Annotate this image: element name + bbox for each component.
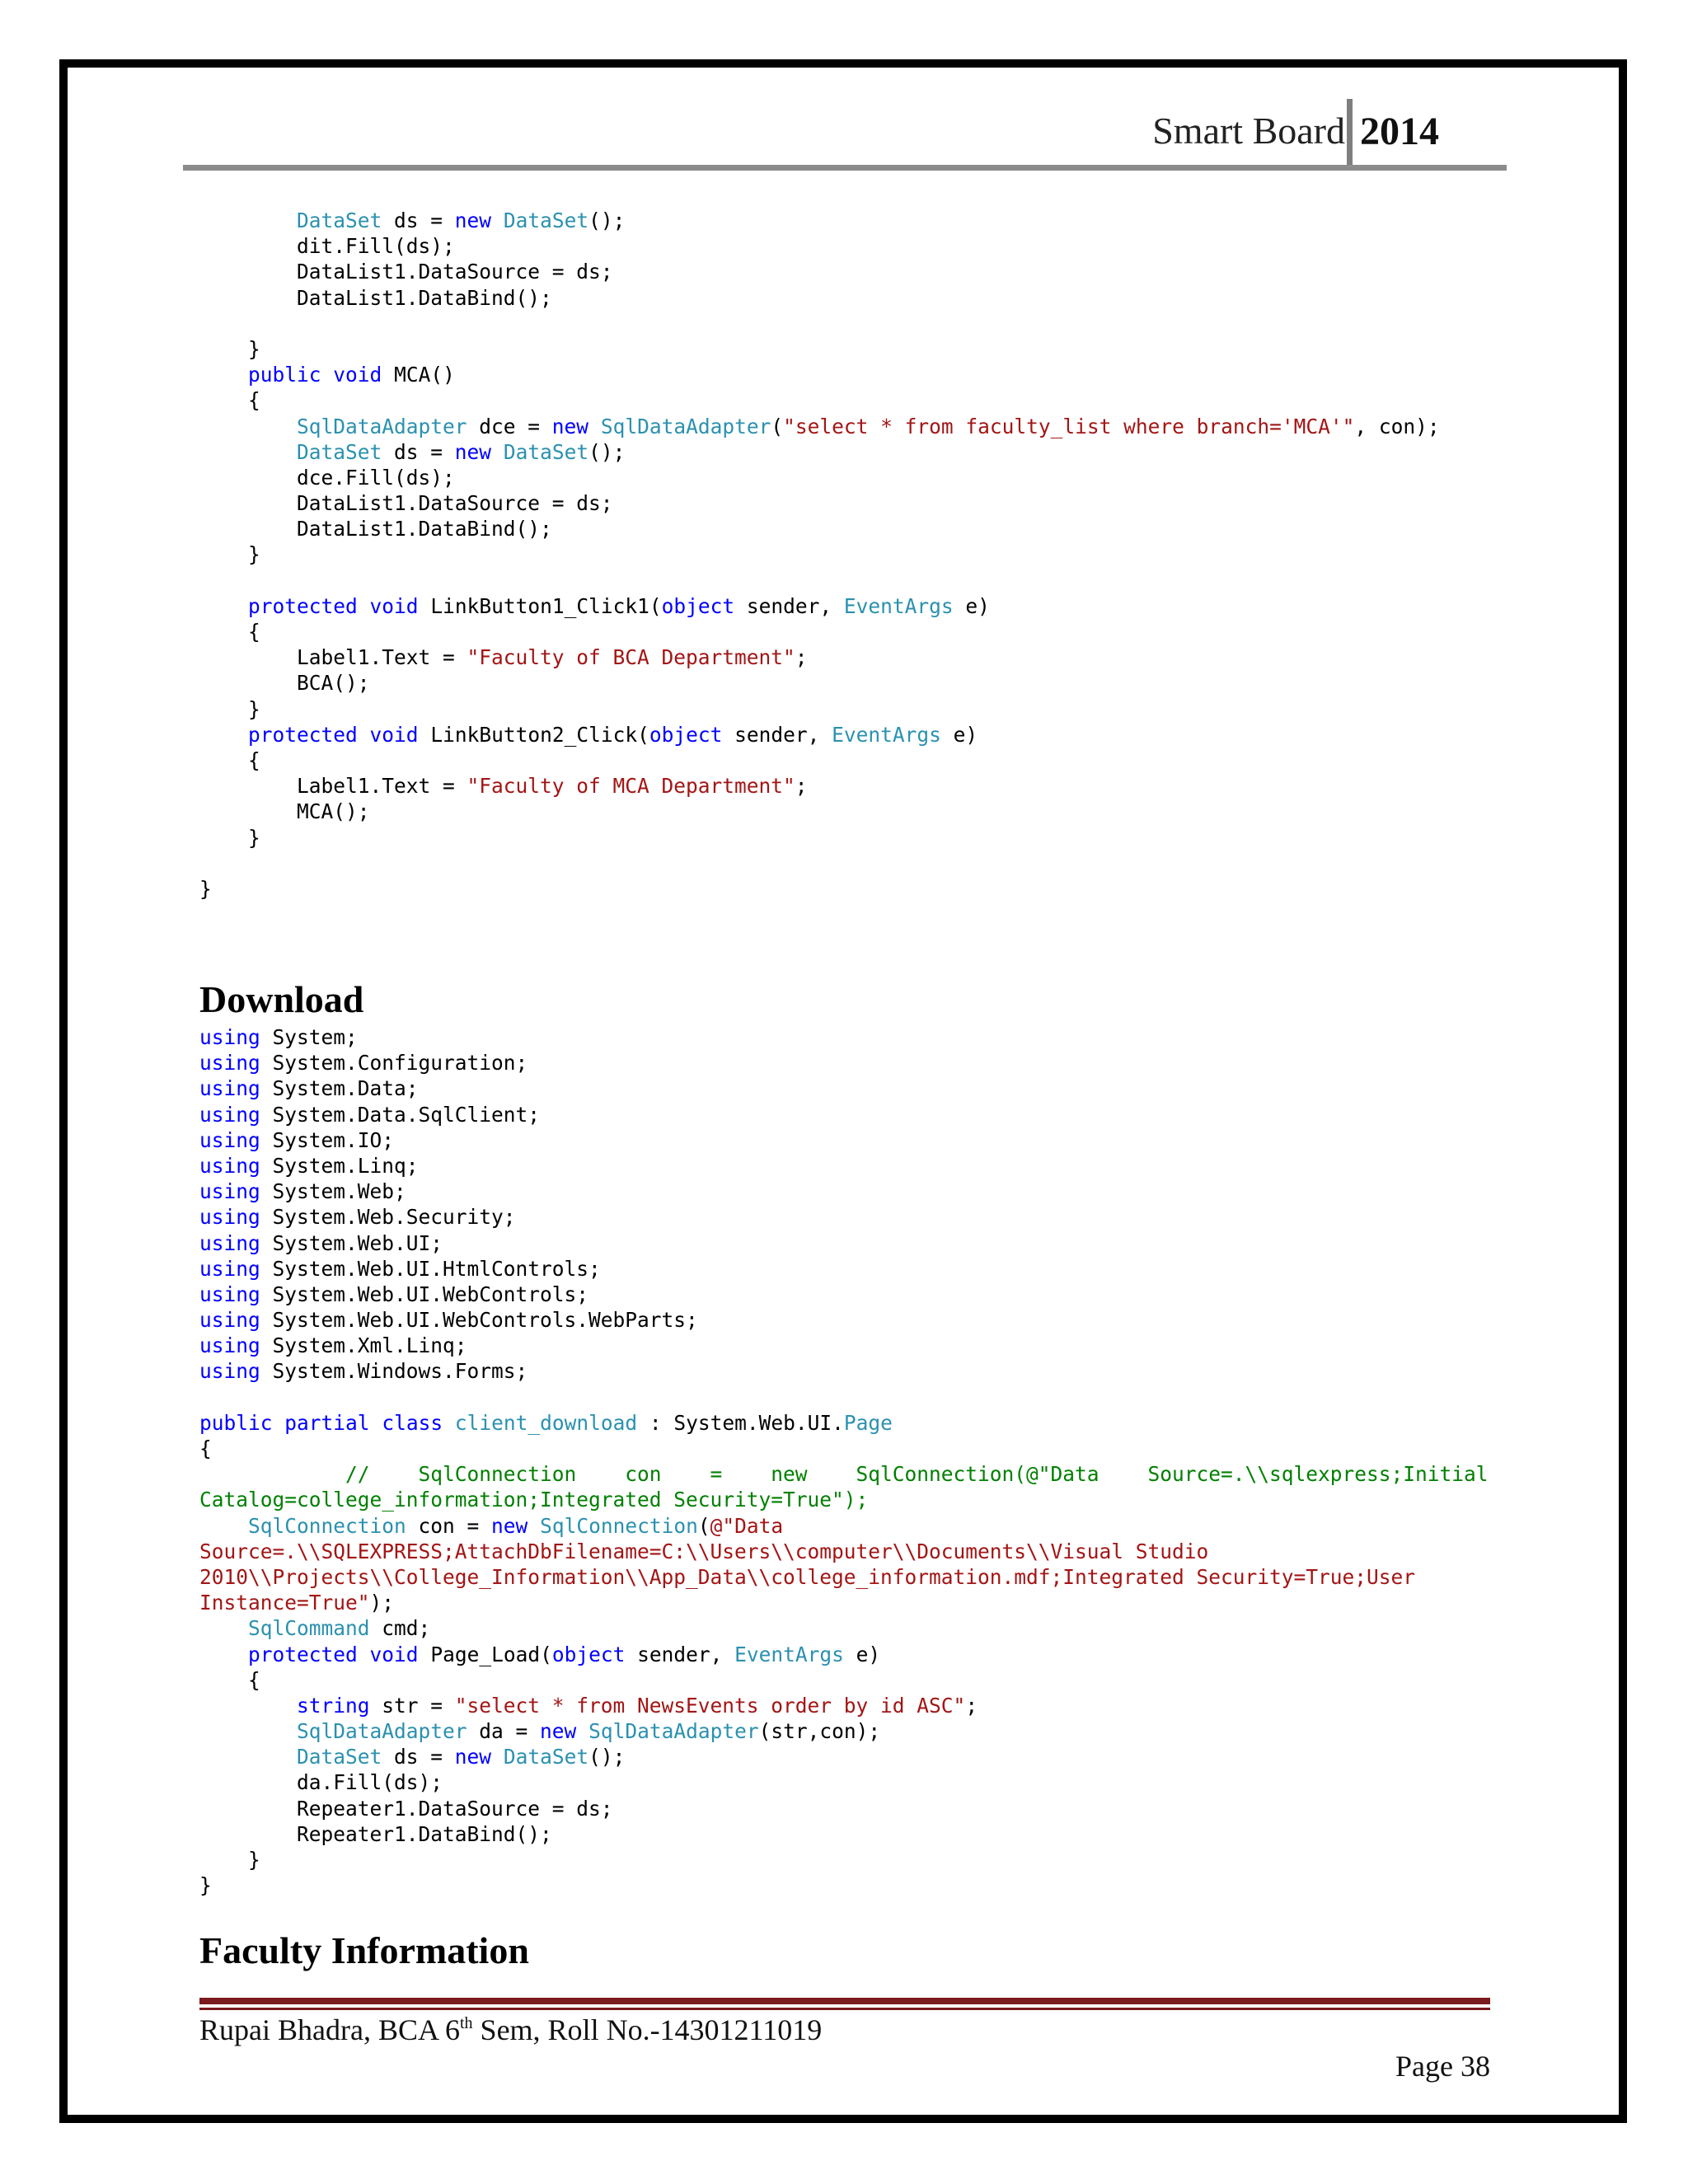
header-title: Smart Board [1152,110,1345,152]
code-line: DataSet ds = new DataSet(); [297,439,626,464]
code-line: using System.IO; [199,1127,395,1152]
code-line: using System.Linq; [199,1153,419,1178]
code-line [199,851,1535,876]
code-line: using System.Xml.Linq; [199,1333,467,1358]
page-number: Page 38 [1395,2050,1490,2083]
footer-author-suffix: Sem, Roll No.-14301211019 [472,2013,823,2046]
footer-author [199,2013,822,2047]
code-line: DataList1.DataSource = ds; [199,491,613,516]
code-line: Repeater1.DataSource = ds; [199,1796,613,1821]
code-line: using System.Web.UI; [199,1230,443,1255]
code-line: SqlCommand cmd; [248,1616,431,1641]
code-line: // SqlConnection con = new SqlConnection(@"Data Source=.\\sqlexpress;Initial [199,1462,1489,1487]
code-line: } [199,1848,260,1872]
code-line: using System.Data.SqlClient; [199,1102,541,1127]
code-line: Label1.Text = "Faculty of MCA Department"; [199,774,808,799]
code-line: using System.Web.UI.WebControls; [199,1282,589,1306]
header-rule [183,165,1507,171]
code-line: Repeater1.DataBind(); [199,1821,552,1846]
footer-rule [199,1998,1490,2004]
code-line: Catalog=college_information;Integrated Security=True"); [199,1488,869,1512]
code-line [199,1385,1535,1410]
code-line: protected void Page_Load(object sender, EventArgs e) [248,1642,881,1666]
code-line: dit.Fill(ds); [199,234,455,259]
code-line: using System.Configuration; [199,1051,528,1076]
code-line: { [199,1436,212,1460]
code-line: using System.Web.Security; [199,1205,516,1230]
code-line: MCA(); [199,799,370,824]
code-line: public void MCA() [248,363,455,387]
code-line: using System; [199,1025,358,1049]
code-block-faculty-methods [199,208,1535,902]
header-divider [1347,99,1353,168]
code-line [199,311,1535,336]
code-line: Instance=True"); [199,1591,395,1615]
code-line: 2010\\Projects\\College_Information\\App_Data\\college_information.mdf;Integrated Security=True;User [199,1564,1416,1589]
code-line: SqlDataAdapter da = new SqlDataAdapter(str,con); [297,1719,881,1744]
code-line: BCA(); [199,671,370,696]
code-line: public partial class client_download : System.Web.UI.Page [199,1410,893,1435]
section-heading-faculty-information: Faculty Information [199,1929,529,1971]
code-line: SqlDataAdapter dce = new SqlDataAdapter("select * from faculty_list where branch='MCA'", con); [297,414,1440,438]
code-line: } [199,1873,212,1898]
code-line: DataList1.DataBind(); [199,517,552,541]
code-line: SqlConnection con = new SqlConnection(@"Data [248,1513,784,1538]
code-line: { [199,1667,260,1692]
section-heading-download: Download [199,978,364,1020]
code-line: } [199,696,260,721]
code-line: da.Fill(ds); [199,1770,443,1795]
code-line: } [199,825,260,850]
code-line: using System.Web.UI.HtmlControls; [199,1256,601,1281]
code-line: DataList1.DataBind(); [199,285,552,310]
code-line: string str = "select * from NewsEvents order by id ASC"; [297,1693,978,1718]
code-line: DataList1.DataSource = ds; [199,260,613,284]
code-block-download [199,1024,1535,1898]
code-line: Source=.\\SQLEXPRESS;AttachDbFilename=C:\\Users\\computer\\Documents\\Visual Studio [199,1539,1209,1563]
code-line: { [199,620,260,644]
footer-rule-thin [199,2008,1490,2010]
code-line: using System.Web; [199,1179,406,1204]
footer-author-prefix: Rupai Bhadra, BCA 6 [199,2013,460,2046]
code-line: dce.Fill(ds); [199,465,455,490]
header-year: 2014 [1360,110,1439,153]
code-line: using System.Windows.Forms; [199,1359,528,1384]
code-line: using System.Web.UI.WebControls.WebParts; [199,1308,698,1333]
code-line: protected void LinkButton2_Click(object sender, EventArgs e) [248,722,978,747]
code-line: } [199,876,212,901]
code-line: { [199,748,260,772]
page-header [183,97,1507,173]
footer-author-superscript: th [459,2014,473,2032]
code-line: } [199,336,260,361]
code-line: } [199,542,260,567]
code-line: { [199,388,260,413]
code-line: Label1.Text = "Faculty of BCA Department"; [199,645,808,670]
code-line: protected void LinkButton1_Click1(object sender, EventArgs e) [248,593,990,618]
code-line: using System.Data; [199,1076,419,1101]
code-line [199,568,1535,593]
code-line: DataSet ds = new DataSet(); [297,209,626,232]
code-line: DataSet ds = new DataSet(); [297,1745,626,1769]
